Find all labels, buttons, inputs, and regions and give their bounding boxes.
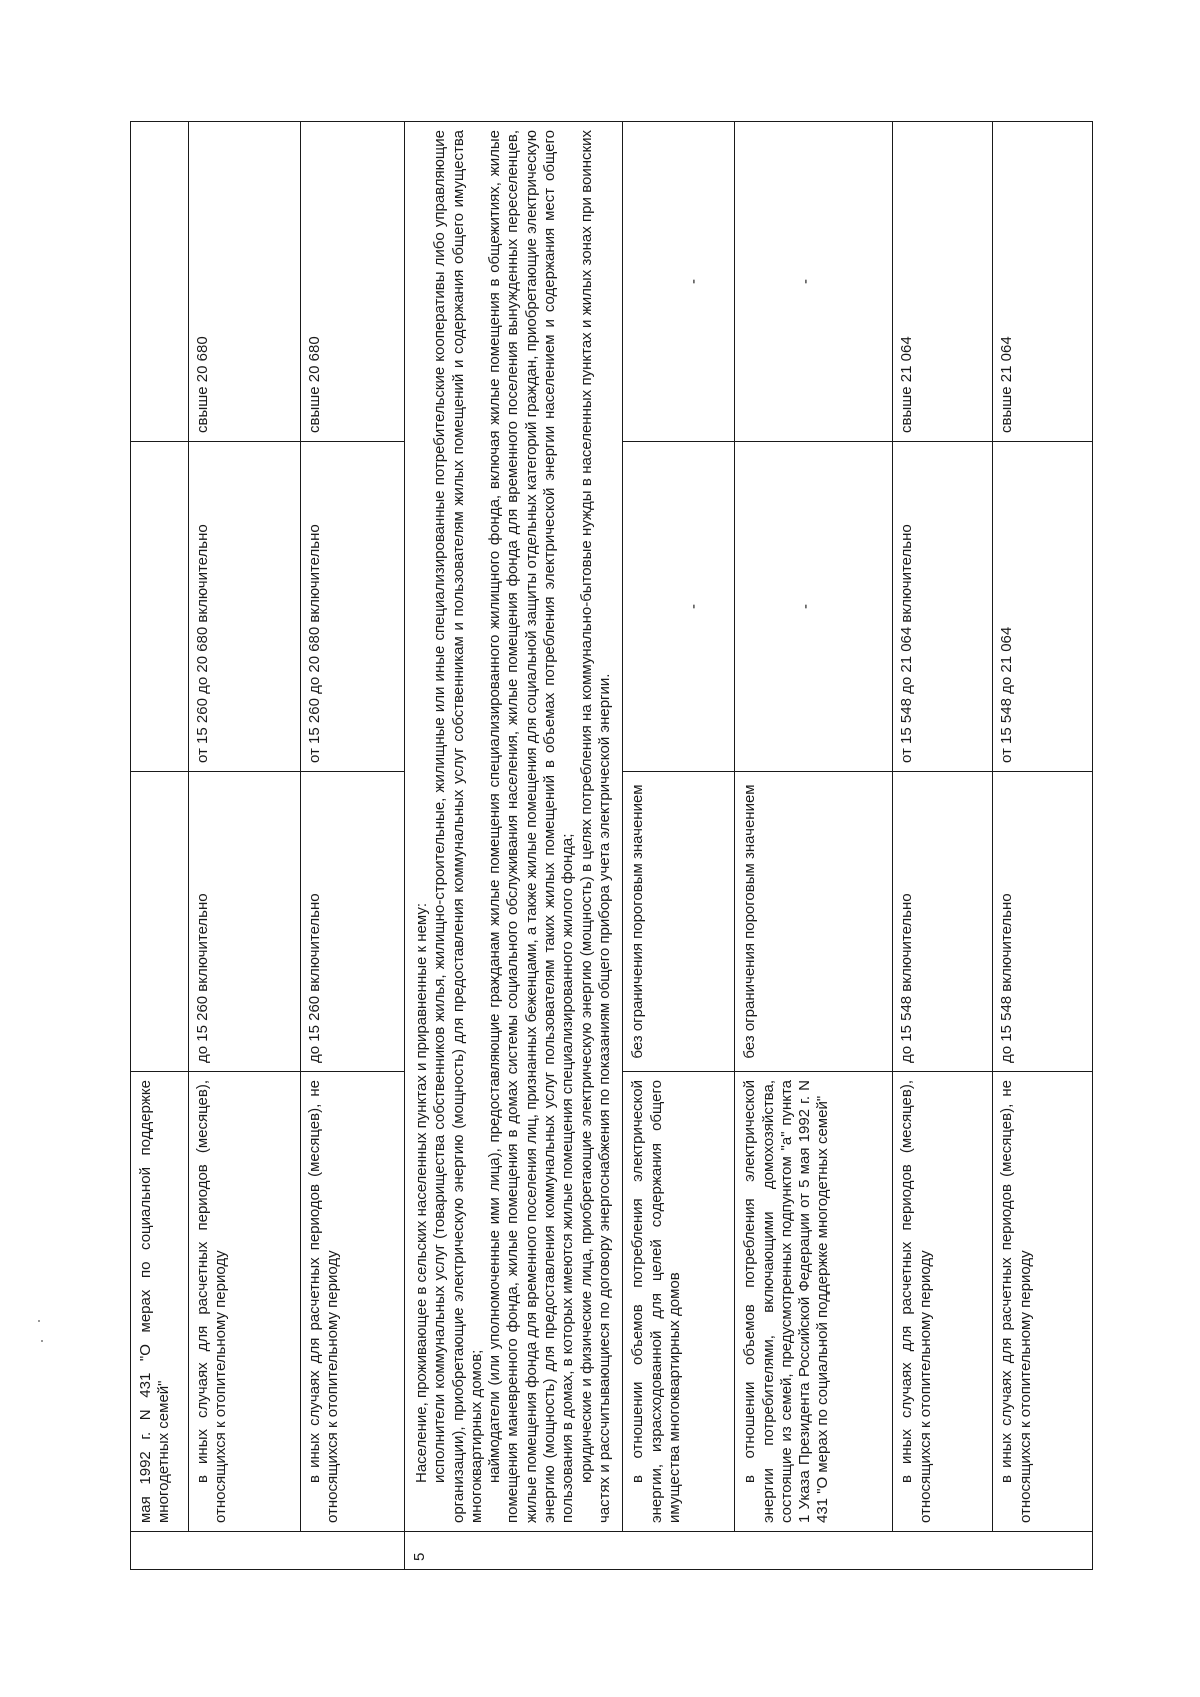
section-intro-cell <box>405 122 623 1532</box>
threshold-low: до 15 260 включительно <box>301 772 405 1072</box>
table-row <box>131 122 189 1570</box>
row-description: в иных случаях для расчетных периодов (месяцев), не относящихся к отопительному периоду <box>301 1072 405 1532</box>
intro-paragraph: наймодатели (или уполномоченные ими лица), предоставляющие гражданам жилые помещения специализированного жилищного фонда, включая жилые помещения в общежитиях, жилые помещения маневренного фонда, жилые помещения в домах системы социального обслуживания населения, жилые помещения фонда для временного поселения вынужденных переселенцев, жилые помещения фонда для временного поселения лиц, признанных беженцами, а также жилые помещения для социальной защиты отдельных категорий граждан, приобретающие электрическую энергию (мощность) для предоставления коммунальных услуг пользователям таких жилых помещений в объемах потребления электрической энергии населением и содержания мест общего пользования в домах, в которых имеются жилые помещения специализированного жилого фонда; <box>486 130 577 1523</box>
intro-paragraph: юридические и физические лица, приобретающие электрическую энергию (мощность) в целях потребления на коммунально-бытовые нужды в населенных пунктах и жилых зонах при воинских частях и рассчитывающиеся по договору энергоснабжения по показаниям общего прибора учета электрической энергии. <box>577 130 613 1523</box>
threshold-high: свыше 20 680 <box>301 122 405 442</box>
table-row <box>735 122 893 1570</box>
threshold-high: - <box>735 122 893 442</box>
table-row <box>893 122 993 1570</box>
table-row <box>301 122 405 1570</box>
threshold-mid <box>131 442 189 772</box>
threshold-mid: - <box>735 442 893 772</box>
threshold-low: до 15 548 включительно <box>893 772 993 1072</box>
scan-speck <box>41 1340 43 1342</box>
table-row <box>623 122 735 1570</box>
threshold-mid: от 15 260 до 20 680 включительно <box>301 442 405 772</box>
threshold-mid: от 15 548 до 21 064 включительно <box>893 442 993 772</box>
table-row <box>189 122 301 1570</box>
row-description: в иных случаях для расчетных периодов (месяцев), относящихся к отопительному периоду <box>893 1072 993 1532</box>
threshold-high: - <box>623 122 735 442</box>
threshold-mid: от 15 260 до 20 680 включительно <box>189 442 301 772</box>
section-intro-row <box>405 122 623 1570</box>
section-number: 5 <box>405 1532 1093 1570</box>
row-description: мая 1992 г. N 431 "О мерах по социальной поддержке многодетных семей" <box>131 1072 189 1532</box>
intro-paragraph: исполнители коммунальных услуг (товарищества собственников жилья, жилищно-строительные, жилищные или иные специализированные потребительские кооперативы либо управляющие организации), приобретающие электрическую энергию (мощность) для предоставления коммунальных услуг собственникам и пользователям жилых помещений и содержания общего имущества многоквартирных домов; <box>431 130 485 1523</box>
threshold-low <box>131 772 189 1072</box>
threshold-mid: - <box>623 442 735 772</box>
tariff-table <box>130 121 1093 1570</box>
row-description: в отношении объемов потребления электрической энергии, израсходованной для целей содержания общего имущества многоквартирных домов <box>623 1072 735 1532</box>
scan-speck <box>38 1320 40 1322</box>
threshold-high <box>131 122 189 442</box>
threshold-high: свыше 20 680 <box>189 122 301 442</box>
intro-paragraph: Население, проживающее в сельских населенных пунктах и приравненные к нему: <box>413 902 430 1483</box>
row-number-cell-empty <box>131 1532 405 1570</box>
threshold-high: свыше 21 064 <box>993 122 1093 442</box>
threshold-mid: от 15 548 до 21 064 <box>993 442 1093 772</box>
rotated-document-page <box>30 50 1130 1650</box>
threshold-low: до 15 548 включительно <box>993 772 1093 1072</box>
threshold-low: без ограничения пороговым значением <box>623 772 735 1072</box>
row-description: в отношении объемов потребления электрической энергии потребителями, включающими домохозяйства, состоящие из семей, предусмотренных подпунктом "а" пункта 1 Указа Президента Российской Федерации от 5 мая 1992 г. N 431 "О мерах по социальной поддержке многодетных семей" <box>735 1072 893 1532</box>
threshold-low: без ограничения пороговым значением <box>735 772 893 1072</box>
table-row <box>993 122 1093 1570</box>
row-description: в иных случаях для расчетных периодов (месяцев), относящихся к отопительному периоду <box>189 1072 301 1532</box>
threshold-low: до 15 260 включительно <box>189 772 301 1072</box>
threshold-high: свыше 21 064 <box>893 122 993 442</box>
row-description: в иных случаях для расчетных периодов (месяцев), не относящихся к отопительному периоду <box>993 1072 1093 1532</box>
